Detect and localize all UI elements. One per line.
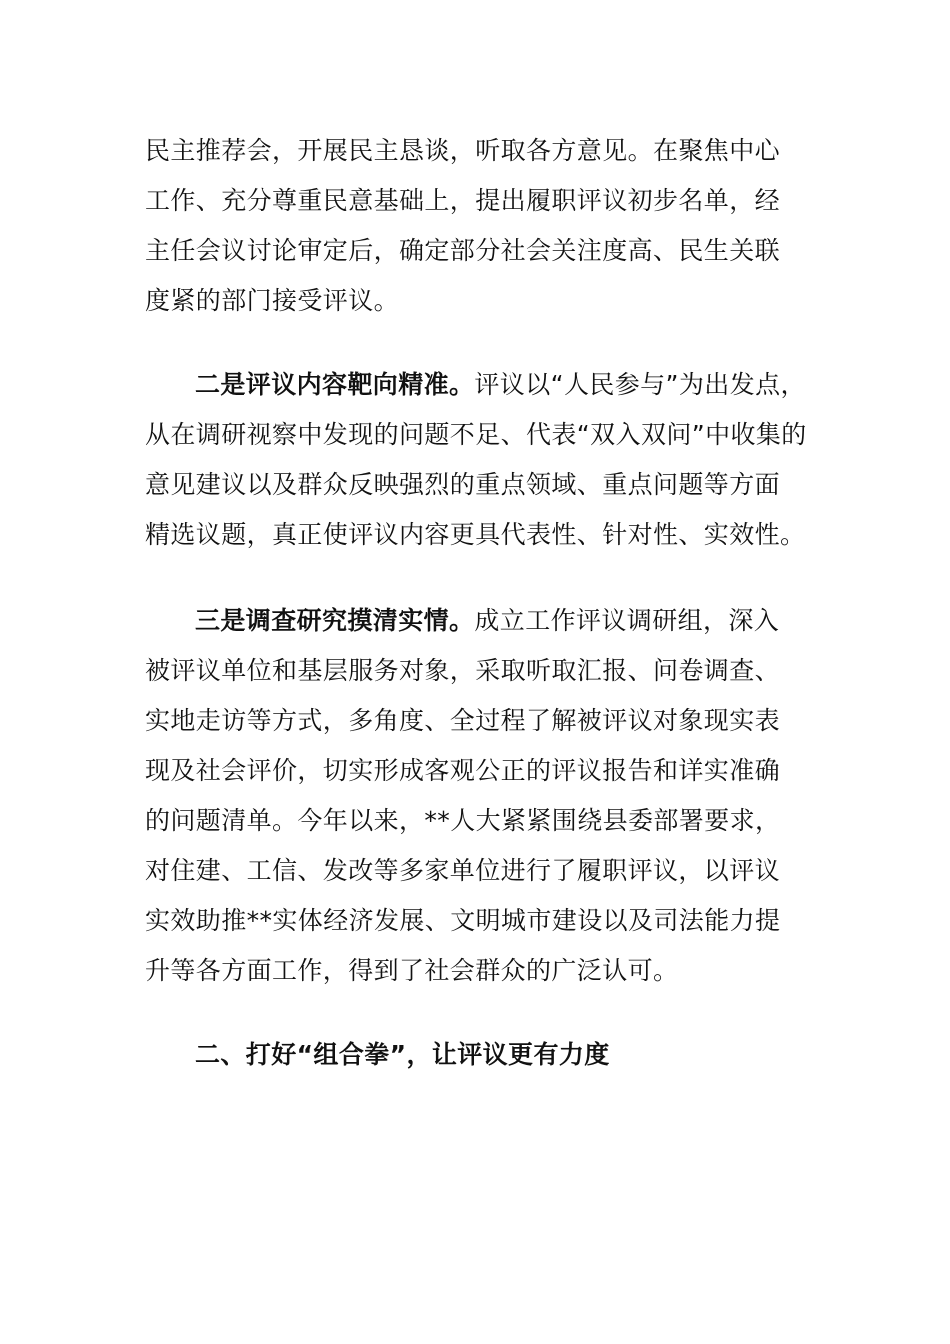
paragraph-3-line-3: 实地走访等方式，多角度、全过程了解被评议对象现实表 xyxy=(145,706,781,735)
paragraph-3-line-8: 升等各方面工作，得到了社会群众的广泛认可。 xyxy=(145,956,679,985)
paragraph-3-heading: 三是调查研究摸清实情。 xyxy=(195,606,475,635)
paragraph-2-line-3: 意见建议以及群众反映强烈的重点领域、重点问题等方面 xyxy=(145,470,781,499)
paragraph-3-line-6: 对住建、工信、发改等多家单位进行了履职评议，以评议 xyxy=(145,856,781,885)
paragraph-2-heading: 二是评议内容靶向精准。 xyxy=(195,370,475,399)
paragraph-1-line-2: 工作、充分尊重民意基础上，提出履职评议初步名单，经 xyxy=(145,186,781,215)
section-heading: 二、打好“组合拳”，让评议更有力度 xyxy=(195,1040,610,1069)
paragraph-3-first-line-text: 成立工作评议调研组，深入 xyxy=(474,606,780,635)
paragraph-2-first-line-text: 评议以“人民参与”为出发点， xyxy=(474,370,806,399)
paragraph-1-line-3: 主任会议讨论审定后，确定部分社会关注度高、民生关联 xyxy=(145,236,781,265)
paragraph-2-line-2: 从在调研视察中发现的问题不足、代表“双入双问”中收集的 xyxy=(145,420,807,449)
paragraph-1-line-1: 民主推荐会，开展民主恳谈，听取各方意见。在聚焦中心 xyxy=(145,136,781,165)
paragraph-3-line-2: 被评议单位和基层服务对象，采取听取汇报、问卷调查、 xyxy=(145,656,781,685)
paragraph-3-first-line xyxy=(195,604,875,638)
paragraph-3-line-7: 实效助推**实体经济发展、文明城市建设以及司法能力提 xyxy=(145,906,781,935)
paragraph-2-line-4: 精选议题，真正使评议内容更具代表性、针对性、实效性。 xyxy=(145,520,806,549)
paragraph-3-line-4: 现及社会评价，切实形成客观公正的评议报告和详实准确 xyxy=(145,756,781,785)
paragraph-3-line-5: 的问题清单。今年以来，**人大紧紧围绕县委部署要求， xyxy=(145,806,781,835)
paragraph-2-first-line xyxy=(195,368,875,402)
paragraph-1-line-4: 度紧的部门接受评议。 xyxy=(145,286,400,315)
